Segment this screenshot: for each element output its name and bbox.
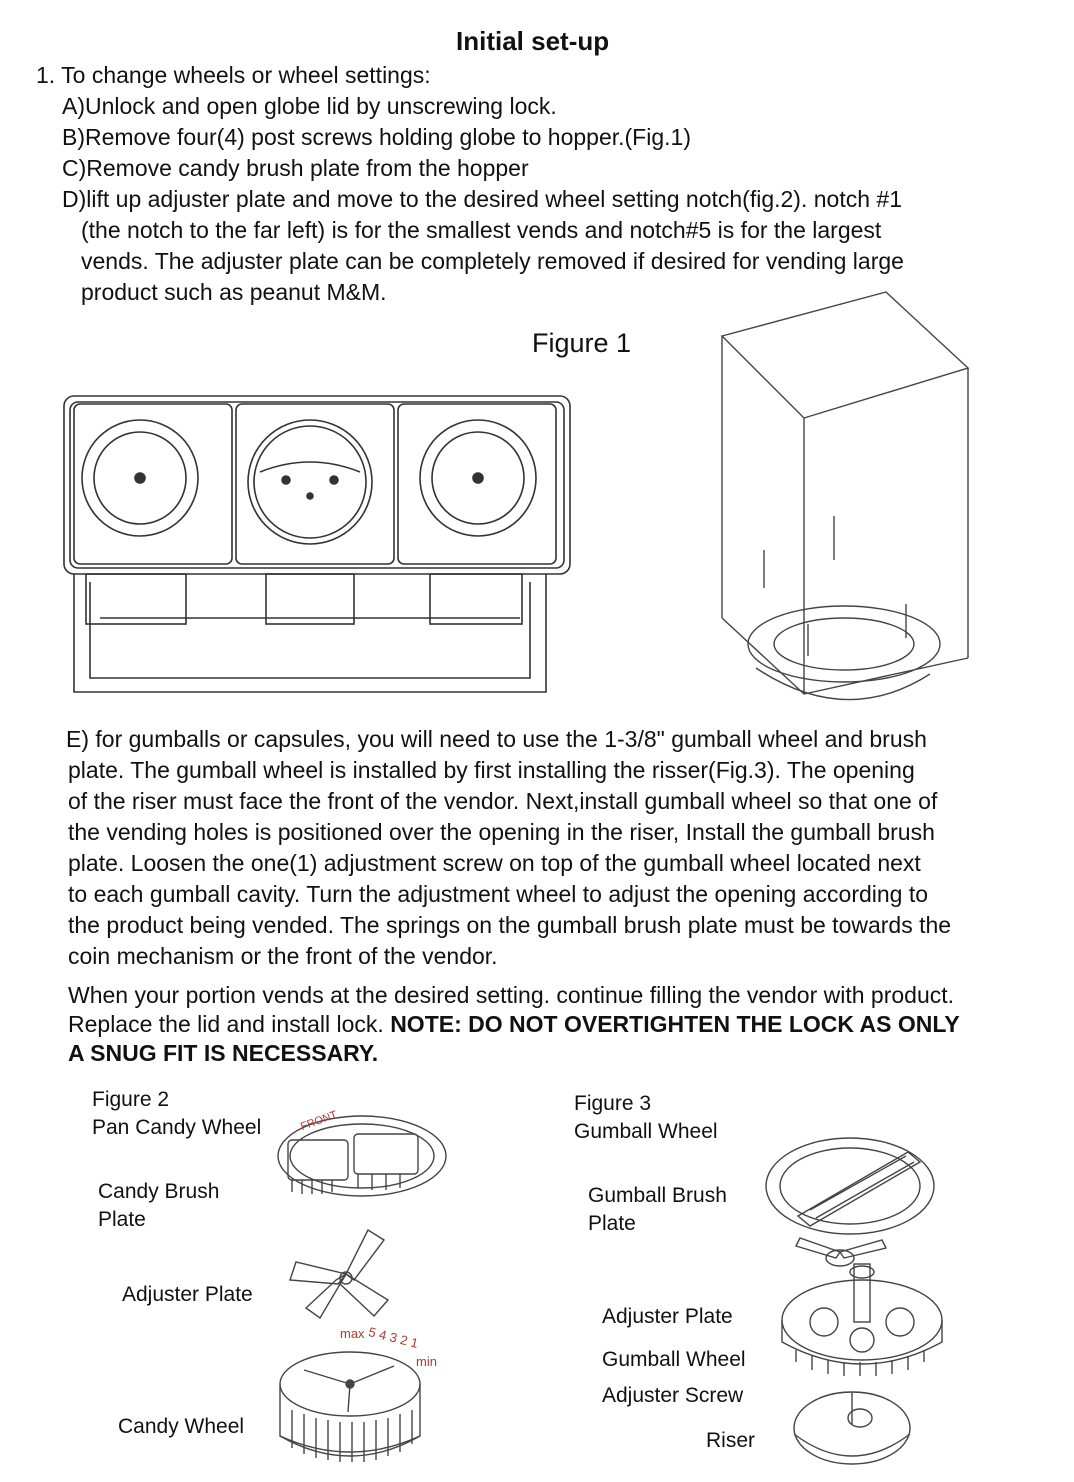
front-mark: FRONT (299, 1108, 339, 1134)
figure2-subtitle: Pan Candy Wheel (92, 1116, 262, 1139)
adjuster-plate-illustration (276, 1222, 416, 1328)
figure3-brush-label: Plate (588, 1212, 636, 1235)
step1-c: C)Remove candy brush plate from the hopper (62, 155, 529, 181)
page-title: Initial set-up (456, 26, 610, 56)
figure3-wheel-label: Gumball Wheel (602, 1348, 746, 1371)
figure2-wheel-label: Candy Wheel (118, 1415, 245, 1438)
gumball-wheel-illustration (772, 1262, 952, 1382)
step1-d-line: product such as peanut M&M. (81, 279, 387, 305)
notch-min: min (416, 1354, 437, 1369)
figure3-caption: Figure 3 (574, 1092, 652, 1115)
figure1-caption: Figure 1 (532, 328, 632, 358)
figure2-caption: Figure 2 (92, 1088, 170, 1111)
figure3-brush-label: Gumball Brush (588, 1184, 727, 1207)
closing-line2 (68, 1009, 960, 1040)
closing-line1: When your portion vends at the desired setting. continue filling the vendor with product. (68, 982, 955, 1008)
closing-line2-text: Replace the lid and install lock. (68, 1011, 391, 1037)
candy-wheel-illustration (270, 1340, 430, 1470)
hopper-illustration (60, 392, 576, 704)
riser-illustration (788, 1384, 918, 1474)
closing-note: NOTE: DO NOT OVERTIGHTEN THE LOCK AS ONLY (390, 1011, 960, 1037)
figure3-adjuster-label: Adjuster Plate (602, 1305, 733, 1328)
closing-line3: A SNUG FIT IS NECESSARY. (68, 1040, 379, 1066)
step1-d-line: vends. The adjuster plate can be completely removed if desired for vending large (81, 248, 904, 274)
step-e-line: the vending holes is positioned over the opening in the riser, Install the gumball brush (68, 819, 935, 845)
figure2-brush-label: Candy Brush (98, 1180, 220, 1203)
step-e-line: E) for gumballs or capsules, you will need to use the 1-3/8" gumball wheel and brush (66, 726, 927, 752)
step1-b: B)Remove four(4) post screws holding globe to hopper.(Fig.1) (62, 124, 691, 150)
step-e-line: coin mechanism or the front of the vendor. (68, 943, 498, 969)
figure3-subtitle: Gumball Wheel (574, 1120, 718, 1143)
step-e-line: to each gumball cavity. Turn the adjustment wheel to adjust the opening according to (68, 881, 929, 907)
figure3-riser-label: Riser (706, 1429, 756, 1452)
globe-illustration (716, 288, 978, 722)
step1-heading: 1. To change wheels or wheel settings: (36, 62, 431, 88)
figure2-brush-label: Plate (98, 1208, 146, 1231)
step-e-line: the product being vended. The springs on the gumball brush plate must be towards the (68, 912, 952, 938)
step1-d-line: (the notch to the far left) is for the smallest vends and notch#5 is for the largest (81, 217, 882, 243)
step-e-line: plate. Loosen the one(1) adjustment screw on top of the gumball wheel located next (68, 850, 921, 876)
step1-a: A)Unlock and open globe lid by unscrewing lock. (62, 93, 557, 119)
step1-d-line: D)lift up adjuster plate and move to the desired wheel setting notch(fig.2). notch #1 (62, 186, 902, 212)
notch-max: max (340, 1326, 365, 1341)
step-e-line: of the riser must face the front of the vendor. Next,install gumball wheel so that one of (68, 788, 938, 814)
notch-numbers: 5 4 3 2 1 (367, 1324, 420, 1351)
figure3-screw-label: Adjuster Screw (602, 1384, 744, 1407)
step-e-line: plate. The gumball wheel is installed by first installing the risser(Fig.3). The opening (68, 757, 915, 783)
figure2-adjuster-label: Adjuster Plate (122, 1283, 253, 1306)
candy-brush-plate-illustration (262, 1104, 452, 1204)
